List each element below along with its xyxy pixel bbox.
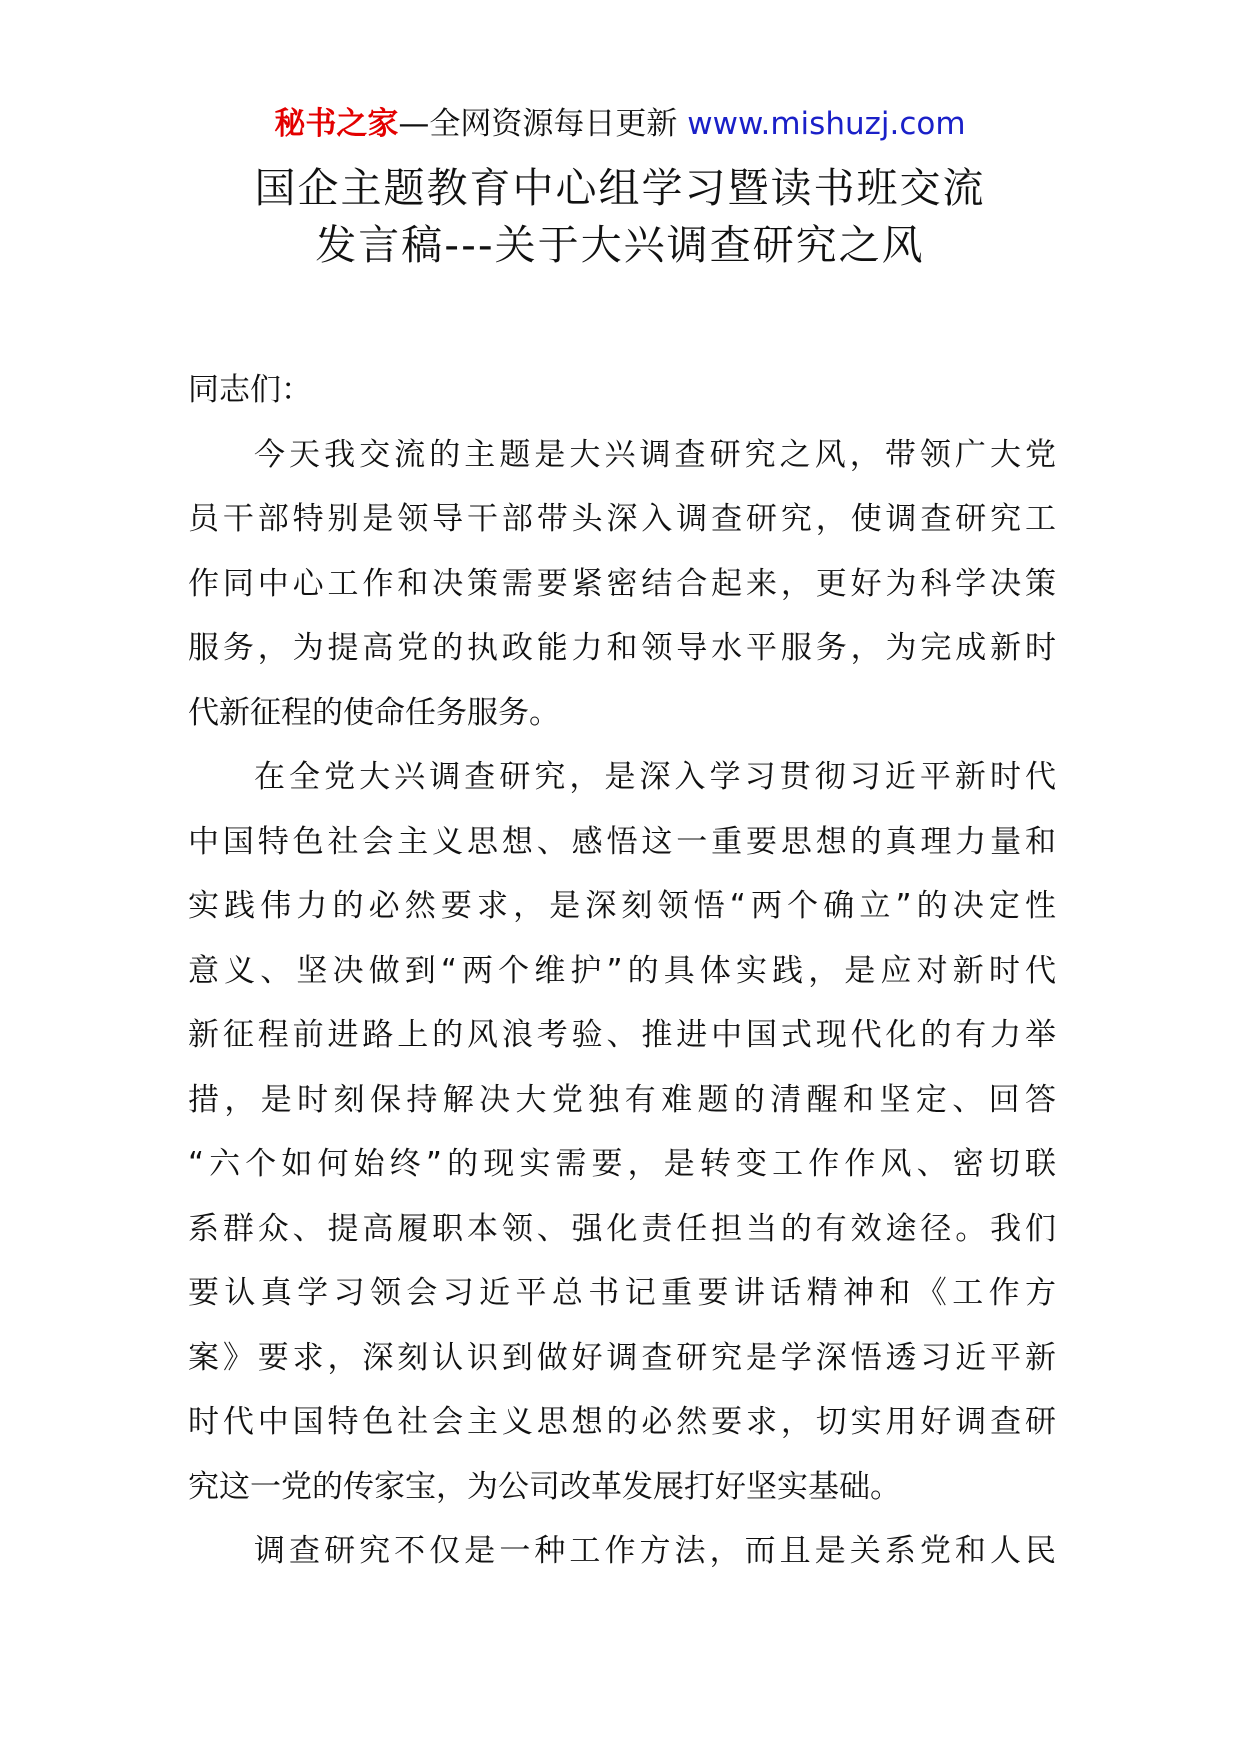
paragraph-line: 员干部特别是领导干部带头深入调查研究，使调查研究工 (188, 501, 1056, 537)
salutation: 同志们： (188, 372, 312, 408)
paragraph-line: 措，是时刻保持解决大党独有难题的清醒和坚定、回答 (188, 1081, 1056, 1118)
paragraph-line: 作同中心工作和决策需要紧密结合起来，更好为科学决策 (188, 565, 1056, 602)
paragraph-line: 调查研究不仅是一种工作方法，而且是关系党和人民 (254, 1533, 1056, 1569)
paragraph-line: “六个如何始终”的现实需要，是转变工作作风、密切联 (188, 1146, 1056, 1182)
paragraph-container (188, 423, 1056, 1584)
paragraph (188, 423, 1056, 746)
paragraph-line: 服务，为提高党的执政能力和领导水平服务，为完成新时 (188, 630, 1056, 666)
site-tagline: —全网资源每日更新 (398, 106, 678, 142)
site-banner (0, 98, 1240, 150)
paragraph-line: 意义、坚决做到“两个维护”的具体实践，是应对新时代 (188, 952, 1056, 989)
title-line-2: 发言稿---关于大兴调查研究之风 (315, 221, 925, 269)
paragraph-line: 系群众、提高履职本领、强化责任担当的有效途径。我们 (188, 1210, 1056, 1247)
paragraph-line: 在全党大兴调查研究，是深入学习贯彻习近平新时代 (254, 759, 1056, 795)
paragraph-line: 要认真学习领会习近平总书记重要讲话精神和《工作方 (188, 1275, 1056, 1311)
paragraph-line: 中国特色社会主义思想、感悟这一重要思想的真理力量和 (188, 823, 1056, 860)
title-line-1: 国企主题教育中心组学习暨读书班交流 (254, 164, 986, 212)
site-brand: 秘书之家 (274, 106, 399, 142)
paragraph (188, 745, 1056, 1519)
paragraph-line: 案》要求，深刻认识到做好调查研究是学深悟透习近平新 (188, 1339, 1056, 1376)
document-title (0, 160, 1240, 274)
site-url-link[interactable]: www.mishuzj.com (687, 106, 966, 142)
paragraph-line: 代新征程的使命任务服务。 (188, 694, 560, 731)
paragraph-line: 实践伟力的必然要求，是深刻领悟“两个确立”的决定性 (188, 888, 1056, 924)
document-body (188, 358, 1056, 1584)
paragraph (188, 1519, 1056, 1584)
paragraph-line: 今天我交流的主题是大兴调查研究之风，带领广大党 (254, 436, 1056, 473)
paragraph-line: 时代中国特色社会主义思想的必然要求，切实用好调查研 (188, 1404, 1056, 1440)
paragraph-line: 新征程前进路上的风浪考验、推进中国式现代化的有力举 (188, 1017, 1056, 1053)
paragraph-line: 究这一党的传家宝，为公司改革发展打好坚实基础。 (188, 1468, 901, 1505)
